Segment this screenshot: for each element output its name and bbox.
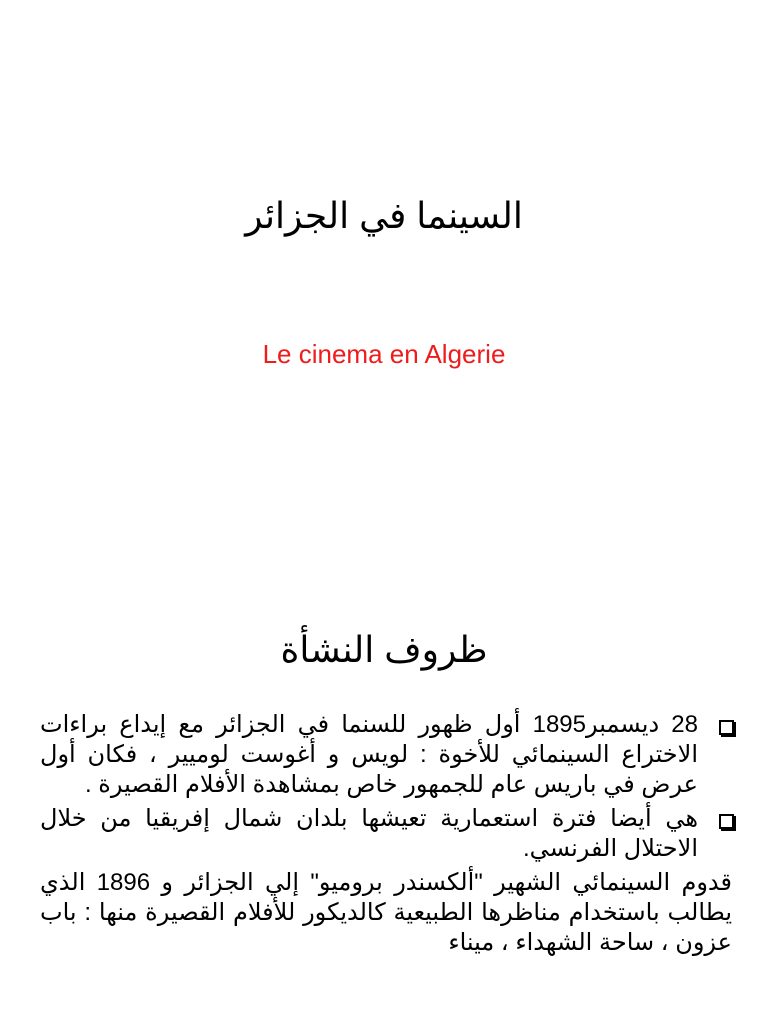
slide-2 <box>0 512 768 1024</box>
checkbox-bullet-icon <box>719 814 734 829</box>
slide-title: السينما في الجزائر <box>245 195 523 236</box>
bullet-text: 28 ديسمبر1895 أول ظهور للسنما في الجزائر مع إيداع براءات الاختراع السينمائي للأخوة : لويس و أغوست لوميير ، فكان أول عرض في باريس عام للجمهور خاص بمشاهدة الأفلام القصيرة . <box>40 711 698 798</box>
bullet-item <box>40 710 736 800</box>
bullet-item <box>40 804 736 864</box>
slide-subtitle: Le cinema en Algerie <box>262 339 506 369</box>
body-paragraph: قدوم السينمائي الشهير "ألكسندر بروميو" إلي الجزائر و 1896 الذي يطالب باستخدام مناظرها الطبيعية كالديكور للأفلام القصيرة منها : باب عزون ، ساحة الشهداء ، ميناء <box>40 869 733 956</box>
checkbox-bullet-icon <box>719 720 734 735</box>
section-title: ظروف النشأة <box>280 629 488 670</box>
bullet-text: هي أيضا فترة استعمارية تعيشها بلدان شمال إفريقيا من خلال الاحتلال الفرنسي. <box>40 805 698 862</box>
slide-body <box>40 710 736 958</box>
